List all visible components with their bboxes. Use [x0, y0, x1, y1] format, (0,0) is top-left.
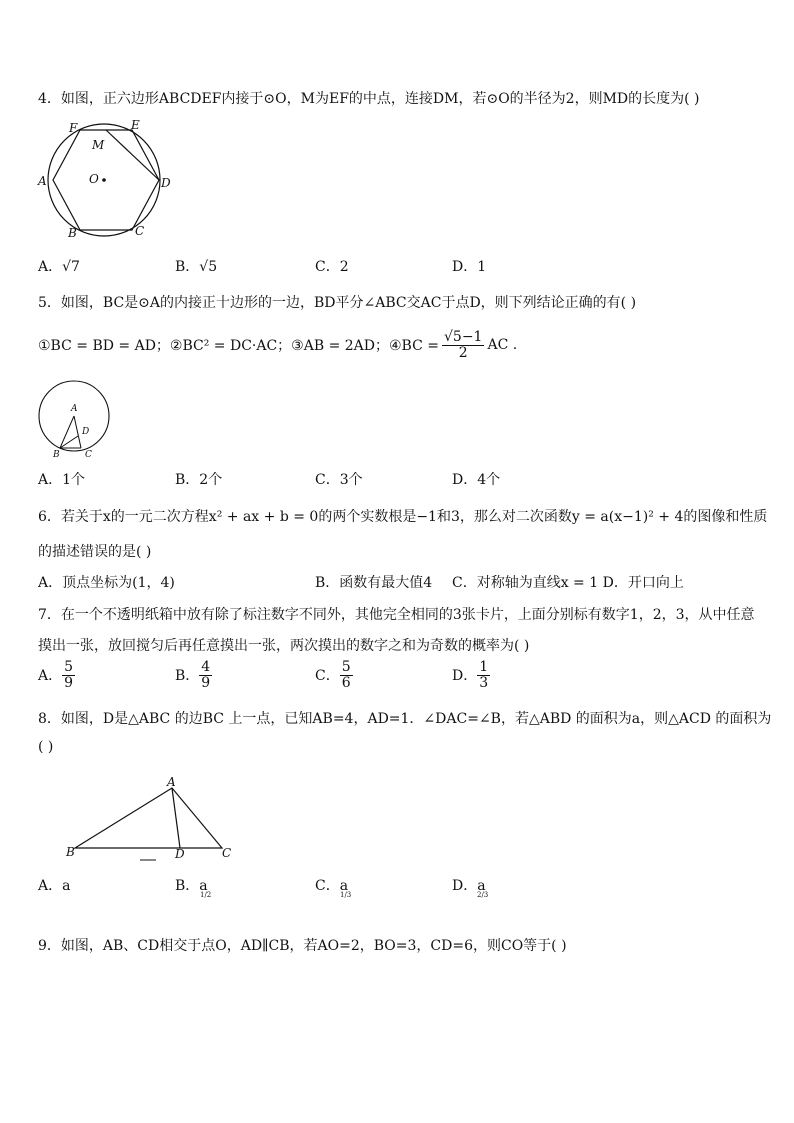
statement-4-fraction — [442, 330, 484, 360]
question-8-line-2: ( ) — [38, 739, 54, 755]
segment-md — [106, 130, 159, 180]
q7-option-d: D． $\frac{1}{3}$ — [452, 659, 489, 691]
q7-option-b: B． $\frac{4}{9}$ — [175, 659, 211, 691]
q8-label-d: D — [175, 847, 185, 861]
question-6-line-2: 的描述错误的是( ) — [38, 544, 152, 560]
question-7-line-2: 摸出一张，放回搅匀后再任意摸出一张，两次摸出的数字之和为奇数的概率为( ) — [38, 638, 530, 654]
q4-option-c: C．2 — [315, 259, 349, 275]
fraction-numerator: √5−1 — [444, 329, 483, 345]
label-d: D — [161, 176, 171, 190]
question-4-text: 4．如图，正六边形ABCDEF内接于⊙O，M为EF的中点，连接DM，若⊙O的半径为2，则MD的长度为( ) — [38, 91, 700, 107]
q8-label-a: A — [167, 775, 176, 789]
q8-option-a: A．a — [38, 878, 71, 894]
q5-option-d: D．4个 — [452, 472, 501, 488]
question-5-statements — [38, 330, 517, 360]
fraction-denominator: 2 — [458, 344, 468, 361]
triangle-abc-figure — [60, 778, 235, 870]
q5-option-c: C．3个 — [315, 472, 363, 488]
q5-label-a: A — [71, 404, 78, 414]
question-9-text: 9．如图，AB、CD相交于点O，AD∥CB，若AO=2，BO=3，CD=6，则CO等于( ) — [38, 938, 567, 954]
q4-option-a: A．√7 — [38, 259, 80, 275]
q7-option-c: C． $\frac{5}{6}$ — [315, 659, 351, 691]
q5-option-a: A．1个 — [38, 472, 86, 488]
label-o: O — [89, 172, 99, 186]
q5-option-b: B．2个 — [175, 472, 223, 488]
q7-option-a: A． $\frac{5}{9}$ — [38, 659, 74, 691]
question-8-line-1: 8．如图，D是△ABC 的边BC 上一点，已知AB=4，AD=1．∠DAC=∠B，若△ABD 的面积为a，则△ACD 的面积为 — [38, 711, 772, 727]
statements-part-b: AC . — [487, 337, 518, 354]
q4-option-b: B．√5 — [175, 259, 218, 275]
regular-hexagon — [53, 130, 159, 230]
decagon-circle-figure — [36, 375, 116, 460]
triangle-abc — [75, 788, 222, 848]
q8-label-b: B — [66, 845, 75, 859]
q4-option-d: D．1 — [452, 259, 487, 275]
center-point — [102, 178, 106, 182]
q8-option-d: D．a 2/3 — [452, 878, 489, 899]
question-6-line-1: 6．若关于x的一元二次方程x² + ax + b = 0的两个实数根是−1和3，那么对二次函数y = a(x−1)² + 4的图像和性质 — [38, 509, 768, 525]
q6-option-b: B．函数有最大值4 — [315, 575, 433, 591]
q6-option-cd: C．对称轴为直线x = 1 D．开口向上 — [452, 575, 684, 591]
q5-label-c: C — [85, 450, 92, 460]
label-m: M — [92, 138, 105, 152]
q8-option-b: B．a 1/2 — [175, 878, 212, 899]
q5-label-d: D — [82, 427, 90, 437]
q8-option-c: C．a 1/3 — [315, 878, 352, 899]
question-7-line-1: 7．在一个不透明纸箱中放有除了标注数字不同外，其他完全相同的3张卡片，上面分别标有数字1，2，3，从中任意 — [38, 607, 755, 623]
question-5-text: 5．如图，BC是⊙A的内接正十边形的一边，BD平分∠ABC交AC于点D，则下列结论正确的有( ) — [38, 295, 637, 311]
q6-option-a: A．顶点坐标为(1，4) — [38, 575, 175, 591]
label-b: B — [68, 226, 77, 240]
label-f: F — [69, 121, 78, 135]
q5-label-b: B — [53, 450, 60, 460]
label-a: A — [38, 174, 47, 188]
label-c: C — [135, 224, 145, 238]
statements-part-a: ①BC = BD = AD；②BC² = DC·AC；③AB = 2AD；④BC = — [38, 338, 439, 355]
label-e: E — [131, 118, 140, 132]
q8-label-c: C — [222, 846, 232, 860]
